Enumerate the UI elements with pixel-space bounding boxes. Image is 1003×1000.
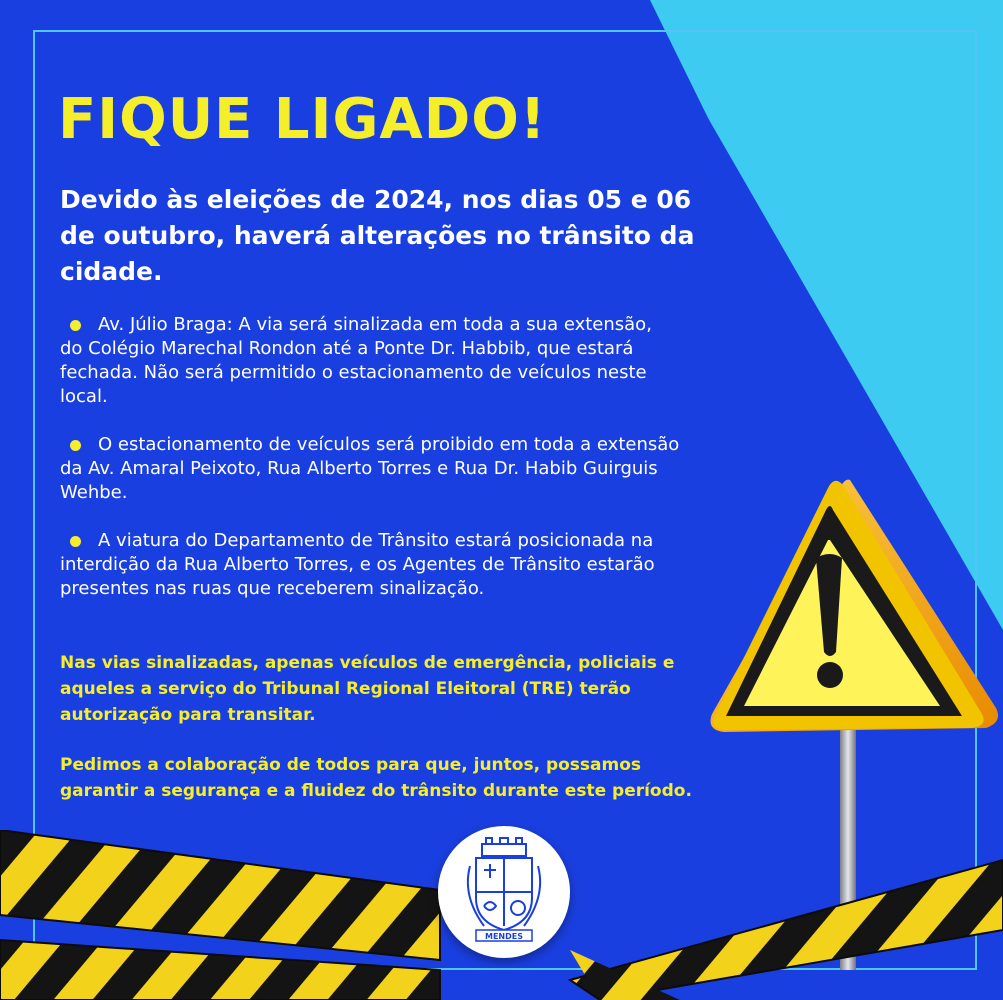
- bullet-item: [60, 433, 680, 505]
- bullet-text: O estacionamento de veículos será proibido em toda a extensão da Av. Amaral Peixoto, Rua Alberto Torres e Rua Dr. Habib Guirguis Wehbe.: [60, 434, 680, 503]
- note-collaboration: Pedimos a colaboração de todos para que, juntos, possamos garantir a segurança e a fluidez do trânsito durante este período.: [60, 755, 692, 801]
- bullet-item: [60, 313, 680, 409]
- bullet-item: [60, 529, 680, 601]
- bullet-dot-icon: [70, 536, 81, 547]
- bullet-dot-icon: [70, 320, 81, 331]
- bullet-dot-icon: [70, 440, 81, 451]
- bullet-text: Av. Júlio Braga: A via será sinalizada em toda a sua extensão, do Colégio Marechal Rondon até a Ponte Dr. Habbib, que estará fechada. Não será permitido o estacionamento de veículos neste local.: [60, 314, 652, 407]
- bullet-list: [60, 313, 680, 625]
- bullet-text: A viatura do Departamento de Trânsito estará posicionada na interdição da Rua Alberto Torres, e os Agentes de Trânsito estarão presentes nas ruas que receberem sinalização.: [60, 530, 655, 599]
- intro-text: Devido às eleições de 2024, nos dias 05 e 06 de outubro, haverá alterações no trânsito da cidade.: [60, 185, 695, 286]
- page-title: FIQUE LIGADO!: [58, 87, 547, 152]
- logo-label: MENDES: [485, 932, 523, 941]
- municipal-logo: [438, 826, 570, 958]
- note-emergency: Nas vias sinalizadas, apenas veículos de emergência, policiais e aqueles a serviço do Tribunal Regional Eleitoral (TRE) terão autorização para transitar.: [60, 653, 675, 725]
